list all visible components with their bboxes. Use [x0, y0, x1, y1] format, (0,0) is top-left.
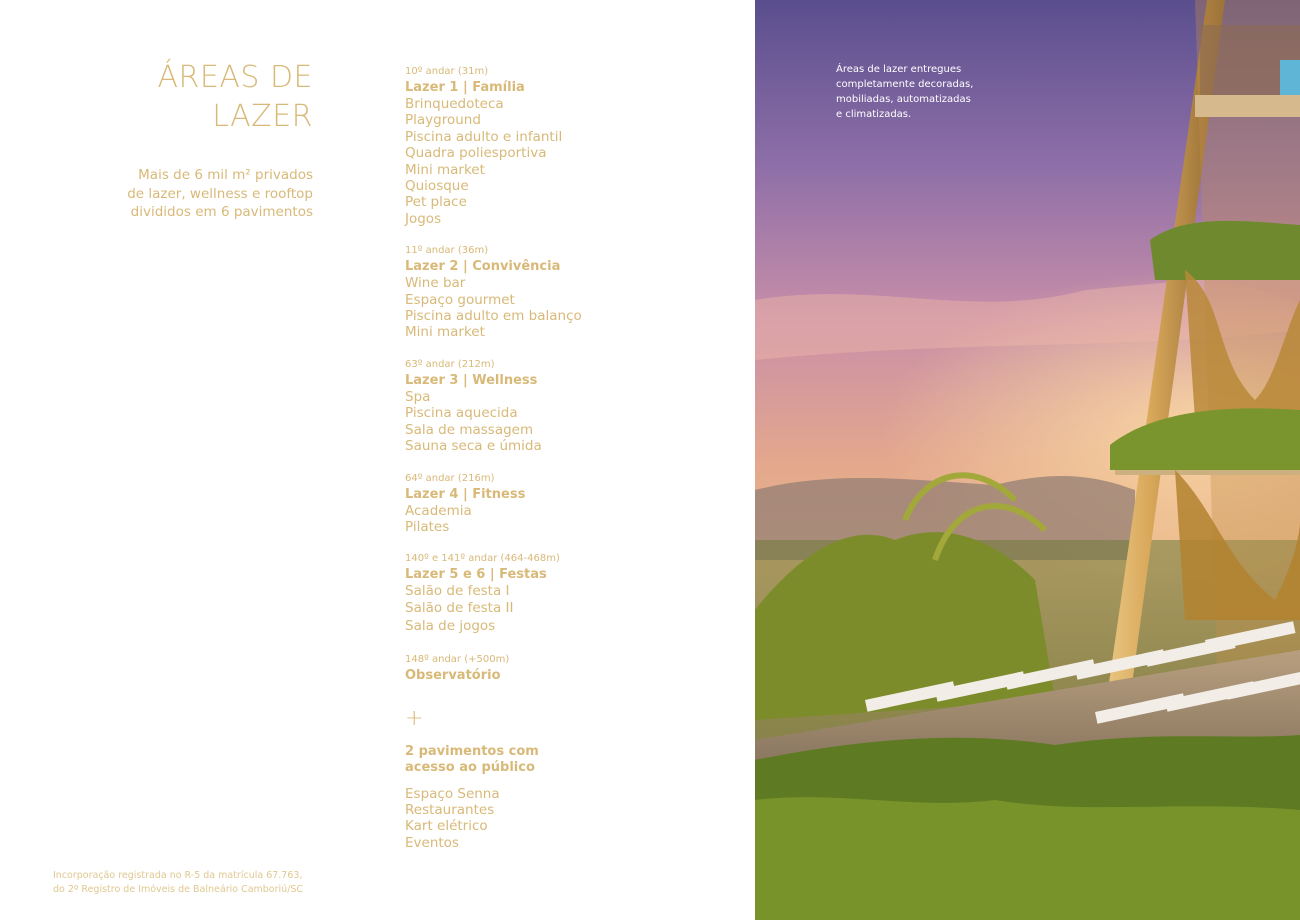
list-item: Salão de festa I	[405, 583, 510, 600]
list-item: Spa	[405, 388, 431, 405]
section-floor: 63º andar (212m)	[405, 358, 495, 370]
photo-caption	[836, 62, 1006, 122]
list-item: Wine bar	[405, 275, 466, 292]
list-item: Sauna seca e úmida	[405, 438, 542, 455]
hanging-garden	[1150, 221, 1300, 280]
footnote-line-1: Incorporação registrada no R-5 da matrícula 67.763,	[53, 870, 303, 881]
list-item: Sala de jogos	[405, 618, 496, 635]
section-lazer-3	[405, 358, 725, 455]
plus-icon: +	[405, 705, 424, 731]
list-item: Restaurantes	[405, 801, 495, 818]
tower-leisure-photo	[755, 0, 1300, 920]
list-item: Mini market	[405, 324, 485, 341]
public-heading-line-2: acesso ao público	[405, 759, 535, 775]
title-line-2: LAZER	[212, 99, 313, 134]
section-heading: Lazer 4 | Fitness	[405, 486, 526, 502]
list-item: Academia	[405, 502, 472, 519]
section-floor: 140º e 141º andar (464-468m)	[405, 553, 560, 565]
section-lazer-2	[405, 244, 725, 341]
list-item: Kart elétrico	[405, 818, 488, 835]
list-item: Jogos	[405, 210, 442, 227]
section-heading: Lazer 2 | Convivência	[405, 259, 561, 275]
caption-line-4: e climatizadas.	[836, 109, 912, 120]
list-item: Mini market	[405, 161, 485, 178]
caption-line-2: completamente decoradas,	[836, 79, 974, 90]
list-item: Espaço gourmet	[405, 291, 515, 308]
public-access-heading	[405, 744, 725, 776]
list-item: Espaço Senna	[405, 785, 500, 802]
list-item: Playground	[405, 112, 481, 129]
list-item: Brinquedoteca	[405, 96, 504, 112]
pool-glass	[1280, 60, 1300, 95]
section-heading: Lazer 3 | Wellness	[405, 372, 538, 388]
footnote-line-2: do 2º Registro de Imóveis de Balneário Camboriú/SC	[53, 883, 304, 895]
subtitle-line-2: de lazer, wellness e rooftop	[127, 185, 313, 202]
subtitle-line-3: divididos em 6 pavimentos	[130, 204, 313, 220]
section-heading: Lazer 1 | Família	[405, 80, 525, 95]
page-subtitle	[80, 166, 313, 222]
list-item: Salão de festa II	[405, 599, 514, 616]
list-item: Eventos	[405, 834, 459, 851]
list-item: Pilates	[405, 518, 450, 535]
amenities-list	[405, 65, 725, 851]
title-line-1: ÁREAS DE	[157, 60, 313, 95]
caption-line-1: Áreas de lazer entregues	[836, 64, 962, 75]
list-item: Quadra poliesportiva	[405, 145, 547, 162]
caption-line-3: mobiliadas, automatizadas	[836, 94, 971, 105]
legal-footnote	[53, 869, 353, 896]
section-heading: Lazer 5 e 6 | Festas	[405, 567, 547, 583]
page-title	[100, 58, 313, 136]
list-item: Piscina adulto e infantil	[405, 128, 563, 145]
section-lazer-4	[405, 472, 725, 536]
floor-slab	[1195, 95, 1300, 117]
foreground-foliage	[755, 797, 1300, 920]
section-floor: 11º andar (36m)	[405, 245, 489, 257]
public-heading-line-1: 2 pavimentos com	[405, 743, 539, 759]
photo-illustration	[755, 0, 1300, 920]
section-floor: 148º andar (+500m)	[405, 653, 510, 665]
section-observatorio	[405, 653, 725, 684]
list-item: Sala de massagem	[405, 421, 534, 438]
subtitle-line-1: Mais de 6 mil m² privados	[138, 167, 313, 183]
list-item: Piscina adulto em balanço	[405, 308, 582, 325]
list-item: Piscina aquecida	[405, 405, 518, 422]
list-item: Pet place	[405, 194, 467, 211]
section-floor: 64º andar (216m)	[405, 472, 495, 484]
section-lazer-5-6	[405, 552, 725, 634]
section-lazer-1	[405, 65, 725, 227]
section-heading: Observatório	[405, 667, 501, 683]
section-floor: 10º andar (31m)	[405, 66, 489, 77]
list-item: Quiosque	[405, 178, 469, 195]
